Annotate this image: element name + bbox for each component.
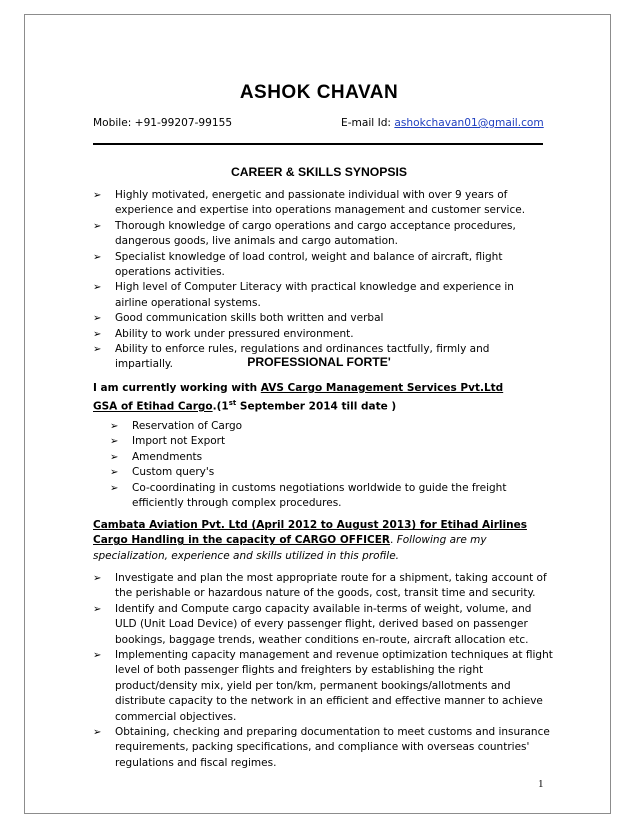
page-number: 1 [538, 778, 544, 790]
current-date-post: September 2014 till date ) [236, 400, 397, 413]
previous-line-2: Cargo Handling in the capacity of CARGO OFFICER [93, 534, 391, 547]
contact-line [93, 117, 543, 129]
list-item: ➢ Import not Export [110, 434, 530, 449]
current-duties-list [110, 419, 530, 511]
list-item: ➢ Good communication skills both written and verbal [93, 311, 549, 326]
previous-intro-a: Following are my [396, 534, 487, 547]
forte-heading: PROFESSIONAL FORTE' [247, 355, 391, 369]
list-item: ➢ Specialist knowledge of load control, weight and balance of aircraft, flight operations activities. [93, 250, 549, 281]
list-item: ➢ Obtaining, checking and preparing documentation to meet customs and insurance requirements, packing specifications, and compliance with overseas countries' regulations and fiscal regimes. [93, 725, 553, 771]
current-gsa: GSA of Etihad Cargo [93, 400, 213, 413]
list-item: ➢ Implementing capacity management and revenue optimization techniques at flight level of both passenger flights and freighters by establishing the right product/density mix, yield per ton/km, permanent bookings/allotments and distribute capacity to the network in an efficient and effective manner to achieve commercial objectives. [93, 648, 553, 725]
current-date-pre: .(1 [212, 400, 229, 413]
email-block [341, 117, 544, 129]
current-company: AVS Cargo Management Services Pvt.Ltd [260, 382, 504, 394]
list-item: ➢ Co-coordinating in customs negotiations worldwide to guide the freight efficiently through complex procedures. [110, 481, 530, 512]
email-link[interactable]: ashokchavan01@gmail.com [394, 117, 544, 129]
list-item: ➢ Amendments [110, 450, 530, 465]
previous-line-2-tail: . [390, 534, 397, 547]
list-item: ➢ Reservation of Cargo [110, 419, 530, 434]
previous-intro-b: specialization, experience and skills utilized in this profile. [93, 549, 400, 562]
header-divider [93, 143, 543, 145]
list-item: ➢ Identify and Compute cargo capacity available in-terms of weight, volume, and ULD (Unit Load Device) of every passenger flight, derived based on passenger bookings, baggage trends, weather conditions en-route, aircraft allocation etc. [93, 602, 553, 648]
list-item: ➢ Ability to work under pressured environment. [93, 327, 549, 342]
current-employment [93, 381, 553, 415]
synopsis-heading: CAREER & SKILLS SYNOPSIS [230, 165, 408, 179]
synopsis-list [93, 188, 549, 373]
list-item: ➢ Highly motivated, energetic and passionate individual with over 9 years of experience and expertise into operations management and customer service. [93, 188, 549, 219]
list-item: ➢ High level of Computer Literacy with practical knowledge and experience in airline operational systems. [93, 280, 549, 311]
previous-line-1: Cambata Aviation Pvt. Ltd (April 2012 to August 2013) for Etihad Airlines [93, 519, 527, 531]
mobile-number: Mobile: +91-99207-99155 [93, 117, 233, 129]
list-item: ➢ Thorough knowledge of cargo operations and cargo acceptance procedures, dangerous goods, live animals and cargo automation. [93, 219, 549, 250]
current-intro: I am currently working with [93, 382, 261, 394]
candidate-name: ASHOK CHAVAN [239, 82, 399, 103]
list-item: ➢ Investigate and plan the most appropriate route for a shipment, taking account of the perishable or hazardous nature of the goods, cost, transit time and security. [93, 571, 553, 602]
current-date-sup: st [228, 399, 237, 408]
previous-employment [93, 518, 553, 564]
list-item: ➢ Custom query's [110, 465, 530, 480]
email-label: E-mail Id: [341, 117, 395, 129]
previous-duties-list [93, 571, 553, 771]
list-item: ➢ Ability to enforce rules, regulations and ordinances tactfully, firmly and impartially. [93, 342, 549, 373]
